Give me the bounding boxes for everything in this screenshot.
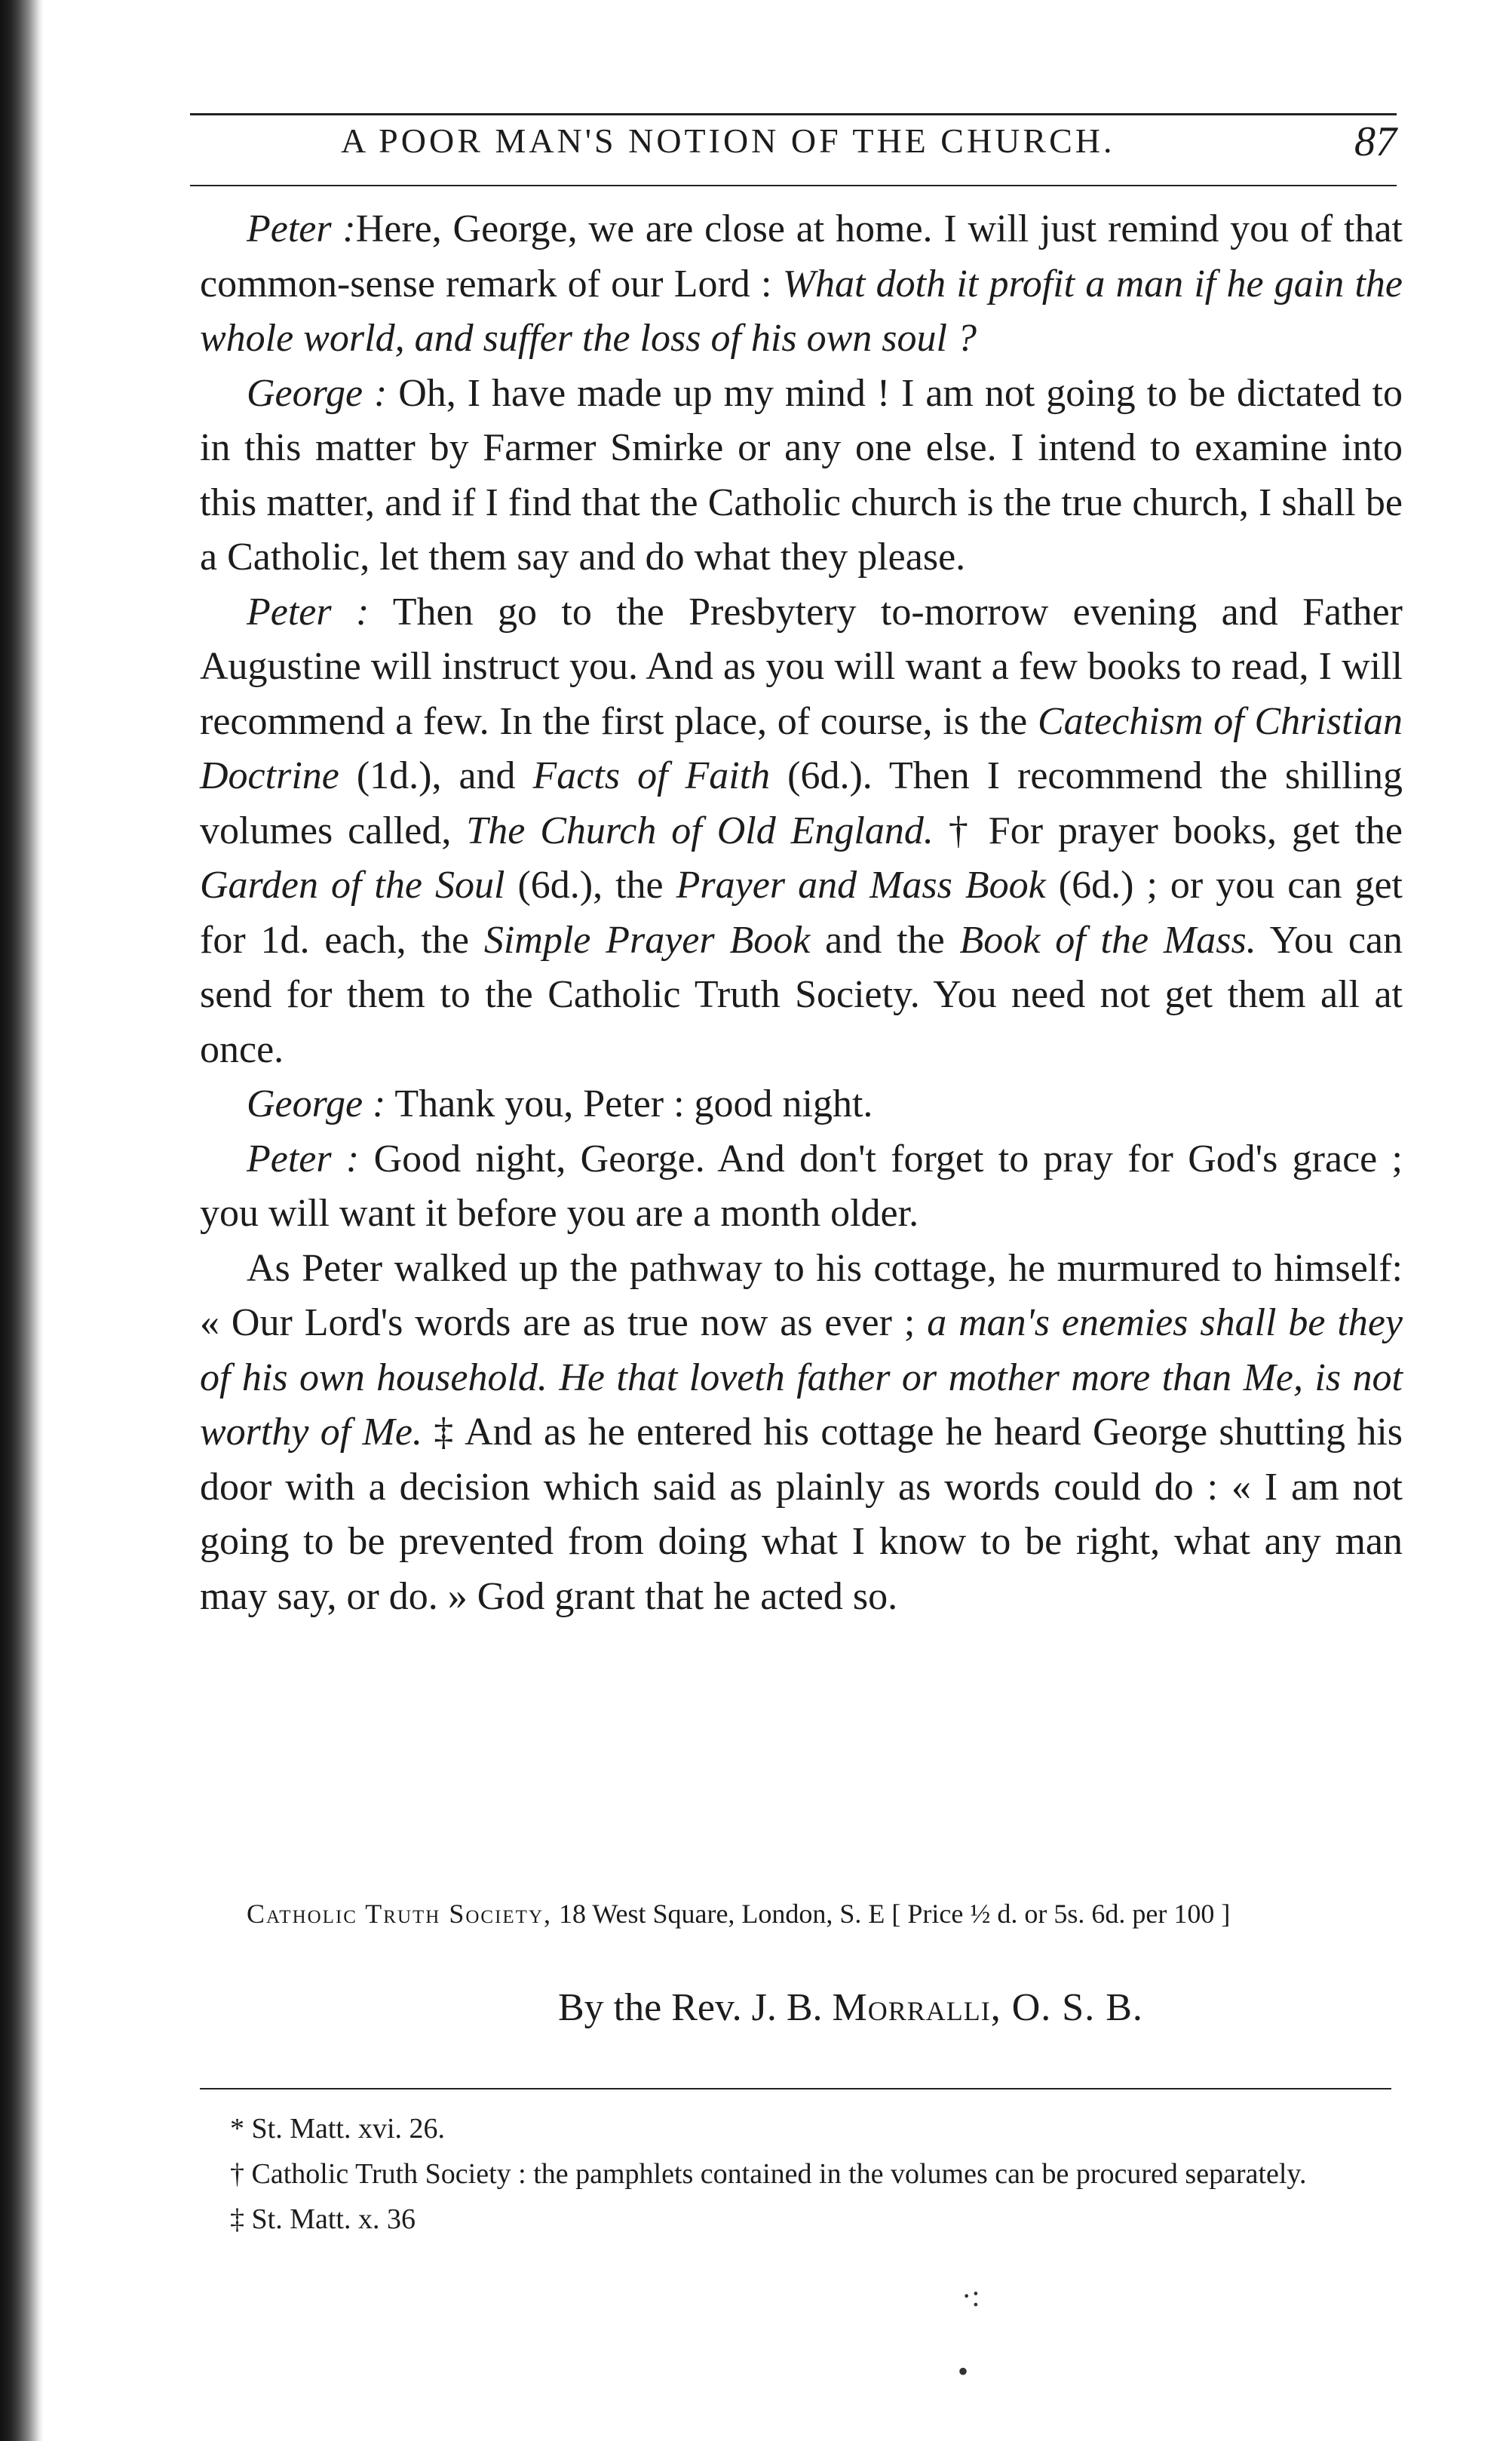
print-speck: ·: (961, 2279, 980, 2313)
dialogue-paragraph (200, 1077, 1403, 1132)
paragraph-text: (6d.), the (505, 864, 676, 907)
page-number: 87 (1354, 118, 1397, 165)
book-title: Facts of Faith (532, 754, 771, 797)
running-title: A POOR MAN'S NOTION OF THE CHURCH. (341, 121, 1115, 160)
speaker-label: Peter : (247, 1137, 360, 1181)
paragraph-text: And as he entered his cottage he heard George shutting his door with a decision which said as plainly as words could do : « I am not going to be prevented from doing what I know to be right, what any man may say, or do. » God grant that he acted so. (200, 1411, 1403, 1618)
paragraph-text: (1d.), and (339, 754, 533, 797)
book-binding-edge (0, 0, 44, 2441)
dialogue-paragraph (200, 585, 1403, 1078)
page-header (190, 118, 1397, 173)
footnote: † Catholic Truth Society : the pamphlets contained in the volumes can be procured separately. (230, 2158, 1307, 2190)
paragraph-text: (6d.) ; or you can get for 1d. each, the (200, 864, 1403, 962)
book-title: Book of the Mass. (959, 918, 1256, 962)
paragraph-text: You can send for them to the Catholic Truth Society. You need not get them all at once. (200, 918, 1403, 1071)
footnote: ‡ St. Matt. x. 36 (230, 2203, 416, 2235)
publisher-name: Catholic Truth Society, (247, 1899, 553, 1929)
publisher-imprint (200, 1892, 1403, 1936)
book-title: Simple Prayer Book (483, 918, 811, 962)
paragraph-text: † For prayer books, get the (933, 809, 1403, 852)
dialogue-paragraph (200, 202, 1403, 367)
dialogue-paragraph (200, 1132, 1403, 1242)
book-title: Catechism of Christian Doctrine (200, 699, 1403, 797)
paragraph-text: Oh, I have made up my mind ! I am not going to be dictated to in this matter by Farmer Smirke or any one else. I intend to examine into this matter, and if I find that the Catholic church is the true church, I shall be a Catholic, let them say and do what they please. (200, 371, 1403, 579)
author-byline (558, 1985, 1143, 2030)
header-bottom-rule (190, 185, 1397, 186)
speaker-label: Peter : (247, 590, 370, 634)
dialogue-paragraph (200, 367, 1403, 585)
footnote: * St. Matt. xvi. 26. (230, 2113, 446, 2145)
paragraph-text: and the (810, 918, 960, 962)
footnote-rule (200, 2088, 1391, 2089)
paragraph-text: (6d.). Then I recommend the shilling volumes called, (200, 754, 1403, 852)
book-title: The Church of Old England. (466, 809, 934, 852)
speaker-label: Peter : (247, 207, 356, 250)
paragraph-text: As Peter walked up the pathway to his cottage, he murmured to himself: « Our Lord's words are as true now as ever ; (200, 1246, 1403, 1344)
print-speck: • (958, 2354, 969, 2388)
author-prefix: By the Rev. J. B. (558, 1986, 833, 2029)
header-top-rule (190, 113, 1397, 115)
book-title: Garden of the Soul (200, 864, 505, 907)
main-text (200, 202, 1403, 1624)
speaker-label: George : (247, 371, 388, 415)
narrative-paragraph (200, 1242, 1403, 1625)
speaker-label: George : (247, 1082, 386, 1125)
scripture-quote: a man's enemies shall be they of his own household. He that loveth father or mother more than Me, is not worthy of Me. (200, 1301, 1403, 1454)
paragraph-text: Then go to the Presbytery to-morrow evening and Father Augustine will instruct you. And as you will want a few books to read, I will recommend a few. In the first place, of course, is the (200, 590, 1403, 743)
footnote-mark: ‡ (422, 1411, 455, 1454)
footnotes (200, 2106, 1403, 2242)
scripture-quote: What doth it profit a man if he gain the whole world, and suffer the loss of his own soul ? (200, 262, 1403, 360)
publisher-address: 18 West Square, London, S. E [ Price ½ d. or 5s. 6d. per 100 ] (552, 1899, 1231, 1929)
paragraph-text: Thank you, Peter : good night. (394, 1082, 873, 1125)
paragraph-text: Here, George, we are close at home. I will just remind you of that common-sense remark of our Lord : (200, 207, 1403, 306)
paragraph-text: Good night, George. And don't forget to pray for God's grace ; you will want it before you are a month older. (200, 1137, 1403, 1235)
book-title: Prayer and Mass Book (676, 864, 1046, 907)
author-name: Morralli, O. S. B. (832, 1986, 1143, 2029)
